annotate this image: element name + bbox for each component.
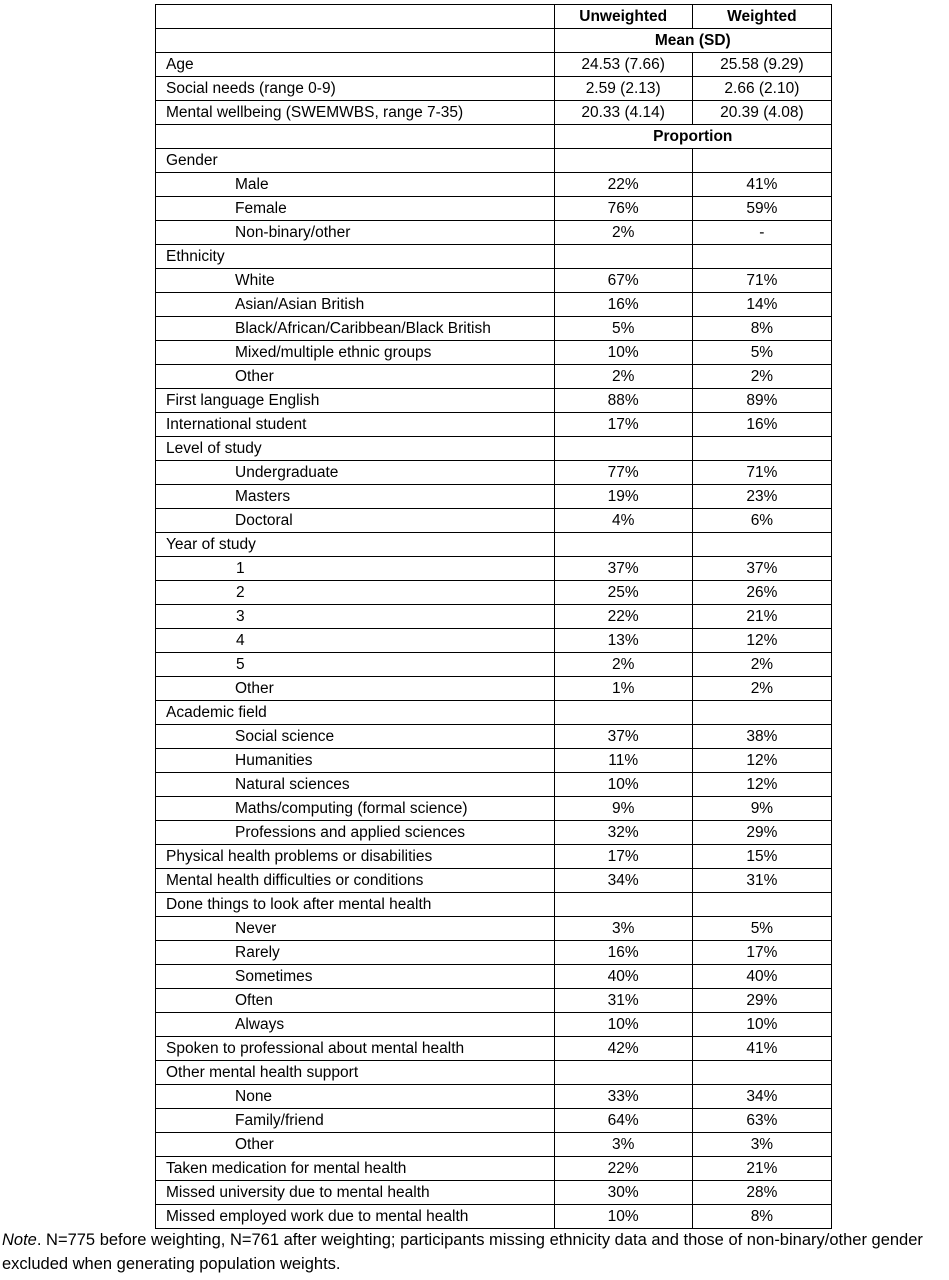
row-label: Mental health difficulties or conditions: [156, 869, 555, 893]
table-row: [156, 101, 832, 125]
weighted-value: 89%: [692, 389, 831, 413]
weighted-value: 34%: [692, 1085, 831, 1109]
weighted-value: [692, 149, 831, 173]
weighted-value: 25.58 (9.29): [692, 53, 831, 77]
sub-row-label: Other: [156, 365, 555, 389]
unweighted-value: 10%: [554, 773, 692, 797]
weighted-value: 2%: [692, 653, 831, 677]
unweighted-value: [554, 245, 692, 269]
row-label: Age: [156, 53, 555, 77]
sub-row-label: Maths/computing (formal science): [156, 797, 555, 821]
table-row: [156, 365, 832, 389]
weighted-value: 31%: [692, 869, 831, 893]
table-note: [2, 1228, 947, 1276]
unweighted-value: 2.59 (2.13): [554, 77, 692, 101]
unweighted-value: 64%: [554, 1109, 692, 1133]
weighted-value: 10%: [692, 1013, 831, 1037]
table-row: [156, 1037, 832, 1061]
weighted-value: [692, 533, 831, 557]
unweighted-value: 10%: [554, 1205, 692, 1229]
weighted-value: [692, 893, 831, 917]
table-row: [156, 629, 832, 653]
unweighted-value: 10%: [554, 1013, 692, 1037]
unweighted-value: [554, 893, 692, 917]
weighted-value: 2.66 (2.10): [692, 77, 831, 101]
unweighted-value: 2%: [554, 221, 692, 245]
unweighted-value: 77%: [554, 461, 692, 485]
table-row: [156, 677, 832, 701]
weighted-value: 8%: [692, 317, 831, 341]
weighted-value: 26%: [692, 581, 831, 605]
unweighted-value: 11%: [554, 749, 692, 773]
table-row: [156, 1109, 832, 1133]
sub-row-label: Doctoral: [156, 509, 555, 533]
table-body: [156, 5, 832, 1229]
row-label: Missed university due to mental health: [156, 1181, 555, 1205]
table-row: [156, 509, 832, 533]
sub-row-label: 4: [156, 629, 555, 653]
weighted-value: 71%: [692, 269, 831, 293]
weighted-value: 12%: [692, 773, 831, 797]
sub-row-label: Family/friend: [156, 1109, 555, 1133]
sub-row-label: 3: [156, 605, 555, 629]
mean-sd-header: Mean (SD): [554, 29, 831, 53]
header-label-cell: [156, 5, 555, 29]
unweighted-value: 88%: [554, 389, 692, 413]
unweighted-value: [554, 533, 692, 557]
unweighted-value: 10%: [554, 341, 692, 365]
unweighted-value: 31%: [554, 989, 692, 1013]
sub-row-label: 1: [156, 557, 555, 581]
weighted-value: 12%: [692, 749, 831, 773]
weighted-value: 15%: [692, 845, 831, 869]
sub-row-label: Professions and applied sciences: [156, 821, 555, 845]
row-label: Social needs (range 0-9): [156, 77, 555, 101]
sub-row-label: Masters: [156, 485, 555, 509]
table-row: [156, 893, 832, 917]
weighted-value: -: [692, 221, 831, 245]
unweighted-value: 34%: [554, 869, 692, 893]
table-row: [156, 797, 832, 821]
row-label: Done things to look after mental health: [156, 893, 555, 917]
table-row: [156, 53, 832, 77]
unweighted-value: 30%: [554, 1181, 692, 1205]
unweighted-value: [554, 149, 692, 173]
unweighted-value: 5%: [554, 317, 692, 341]
table-row: [156, 341, 832, 365]
weighted-value: 41%: [692, 173, 831, 197]
weighted-value: 5%: [692, 341, 831, 365]
table-row: [156, 77, 832, 101]
weighted-value: 63%: [692, 1109, 831, 1133]
sub-row-label: Mixed/multiple ethnic groups: [156, 341, 555, 365]
weighted-value: 14%: [692, 293, 831, 317]
row-label: International student: [156, 413, 555, 437]
table-row: [156, 149, 832, 173]
unweighted-value: 19%: [554, 485, 692, 509]
weighted-value: [692, 245, 831, 269]
table-row: [156, 1181, 832, 1205]
row-label: Academic field: [156, 701, 555, 725]
note-text: . N=775 before weighting, N=761 after weighting; participants missing ethnicity data and those of non-binary/other gender excluded when generating population weights.: [2, 1231, 923, 1273]
sub-row-label: 5: [156, 653, 555, 677]
header-unweighted: Unweighted: [554, 5, 692, 29]
sub-row-label: White: [156, 269, 555, 293]
table-row: [156, 245, 832, 269]
unweighted-value: 13%: [554, 629, 692, 653]
table-row: [156, 1157, 832, 1181]
demographics-table: [155, 4, 832, 1229]
weighted-value: 8%: [692, 1205, 831, 1229]
weighted-value: 29%: [692, 989, 831, 1013]
table-row: [156, 173, 832, 197]
weighted-value: 40%: [692, 965, 831, 989]
weighted-value: 23%: [692, 485, 831, 509]
sub-row-label: Sometimes: [156, 965, 555, 989]
unweighted-value: 17%: [554, 413, 692, 437]
proportion-section-label-cell: [156, 125, 555, 149]
row-label: Spoken to professional about mental health: [156, 1037, 555, 1061]
weighted-value: 3%: [692, 1133, 831, 1157]
table-row: [156, 917, 832, 941]
sub-row-label: Male: [156, 173, 555, 197]
weighted-value: 38%: [692, 725, 831, 749]
table-row: [156, 389, 832, 413]
table-row: [156, 941, 832, 965]
row-label: Missed employed work due to mental health: [156, 1205, 555, 1229]
sub-row-label: Undergraduate: [156, 461, 555, 485]
weighted-value: 2%: [692, 365, 831, 389]
row-label: Physical health problems or disabilities: [156, 845, 555, 869]
weighted-value: [692, 701, 831, 725]
weighted-value: 71%: [692, 461, 831, 485]
unweighted-value: 22%: [554, 173, 692, 197]
proportion-section-header-row: [156, 125, 832, 149]
weighted-value: 5%: [692, 917, 831, 941]
sub-row-label: Humanities: [156, 749, 555, 773]
weighted-value: 29%: [692, 821, 831, 845]
unweighted-value: 1%: [554, 677, 692, 701]
unweighted-value: 16%: [554, 293, 692, 317]
unweighted-value: 37%: [554, 725, 692, 749]
table-row: [156, 1013, 832, 1037]
row-label: Mental wellbeing (SWEMWBS, range 7-35): [156, 101, 555, 125]
unweighted-value: 76%: [554, 197, 692, 221]
weighted-value: 16%: [692, 413, 831, 437]
table-row: [156, 485, 832, 509]
table-row: [156, 773, 832, 797]
sub-row-label: Rarely: [156, 941, 555, 965]
header-weighted: Weighted: [692, 5, 831, 29]
table-row: [156, 557, 832, 581]
unweighted-value: [554, 1061, 692, 1085]
sub-row-label: Social science: [156, 725, 555, 749]
sub-row-label: Asian/Asian British: [156, 293, 555, 317]
unweighted-value: 67%: [554, 269, 692, 293]
unweighted-value: 33%: [554, 1085, 692, 1109]
row-label: Gender: [156, 149, 555, 173]
table-row: [156, 461, 832, 485]
row-label: Level of study: [156, 437, 555, 461]
table-row: [156, 317, 832, 341]
table-row: [156, 701, 832, 725]
note-prefix: Note: [2, 1231, 37, 1249]
unweighted-value: 3%: [554, 1133, 692, 1157]
table-row: [156, 221, 832, 245]
table-row: [156, 1133, 832, 1157]
weighted-value: 21%: [692, 605, 831, 629]
sub-row-label: Other: [156, 677, 555, 701]
table-row: [156, 821, 832, 845]
table-header-row: [156, 5, 832, 29]
unweighted-value: [554, 701, 692, 725]
table-row: [156, 413, 832, 437]
unweighted-value: 17%: [554, 845, 692, 869]
weighted-value: 12%: [692, 629, 831, 653]
unweighted-value: 22%: [554, 1157, 692, 1181]
sub-row-label: Black/African/Caribbean/Black British: [156, 317, 555, 341]
table-row: [156, 437, 832, 461]
unweighted-value: 2%: [554, 653, 692, 677]
unweighted-value: 32%: [554, 821, 692, 845]
sub-row-label: Other: [156, 1133, 555, 1157]
weighted-value: 17%: [692, 941, 831, 965]
sub-row-label: Always: [156, 1013, 555, 1037]
row-label: Other mental health support: [156, 1061, 555, 1085]
weighted-value: 6%: [692, 509, 831, 533]
sub-row-label: Non-binary/other: [156, 221, 555, 245]
unweighted-value: 9%: [554, 797, 692, 821]
sub-row-label: Often: [156, 989, 555, 1013]
weighted-value: 59%: [692, 197, 831, 221]
table-row: [156, 197, 832, 221]
table-row: [156, 1061, 832, 1085]
row-label: Ethnicity: [156, 245, 555, 269]
table-row: [156, 605, 832, 629]
table-row: [156, 965, 832, 989]
weighted-value: 2%: [692, 677, 831, 701]
weighted-value: [692, 437, 831, 461]
table-row: [156, 989, 832, 1013]
unweighted-value: 22%: [554, 605, 692, 629]
table-row: [156, 1205, 832, 1229]
unweighted-value: 20.33 (4.14): [554, 101, 692, 125]
row-label: First language English: [156, 389, 555, 413]
mean-section-header-row: [156, 29, 832, 53]
unweighted-value: 4%: [554, 509, 692, 533]
weighted-value: 9%: [692, 797, 831, 821]
table-row: [156, 1085, 832, 1109]
sub-row-label: None: [156, 1085, 555, 1109]
weighted-value: 20.39 (4.08): [692, 101, 831, 125]
weighted-value: 37%: [692, 557, 831, 581]
unweighted-value: 42%: [554, 1037, 692, 1061]
sub-row-label: Natural sciences: [156, 773, 555, 797]
unweighted-value: [554, 437, 692, 461]
table-row: [156, 653, 832, 677]
row-label: Taken medication for mental health: [156, 1157, 555, 1181]
sub-row-label: 2: [156, 581, 555, 605]
table-row: [156, 749, 832, 773]
unweighted-value: 37%: [554, 557, 692, 581]
table-row: [156, 869, 832, 893]
proportion-header: Proportion: [554, 125, 831, 149]
row-label: Year of study: [156, 533, 555, 557]
weighted-value: 21%: [692, 1157, 831, 1181]
weighted-value: 28%: [692, 1181, 831, 1205]
table-row: [156, 269, 832, 293]
mean-section-label-cell: [156, 29, 555, 53]
table-row: [156, 581, 832, 605]
unweighted-value: 2%: [554, 365, 692, 389]
sub-row-label: Never: [156, 917, 555, 941]
sub-row-label: Female: [156, 197, 555, 221]
unweighted-value: 16%: [554, 941, 692, 965]
weighted-value: 41%: [692, 1037, 831, 1061]
table-row: [156, 725, 832, 749]
unweighted-value: 25%: [554, 581, 692, 605]
table-row: [156, 293, 832, 317]
table-row: [156, 845, 832, 869]
unweighted-value: 3%: [554, 917, 692, 941]
weighted-value: [692, 1061, 831, 1085]
unweighted-value: 40%: [554, 965, 692, 989]
unweighted-value: 24.53 (7.66): [554, 53, 692, 77]
table-row: [156, 533, 832, 557]
